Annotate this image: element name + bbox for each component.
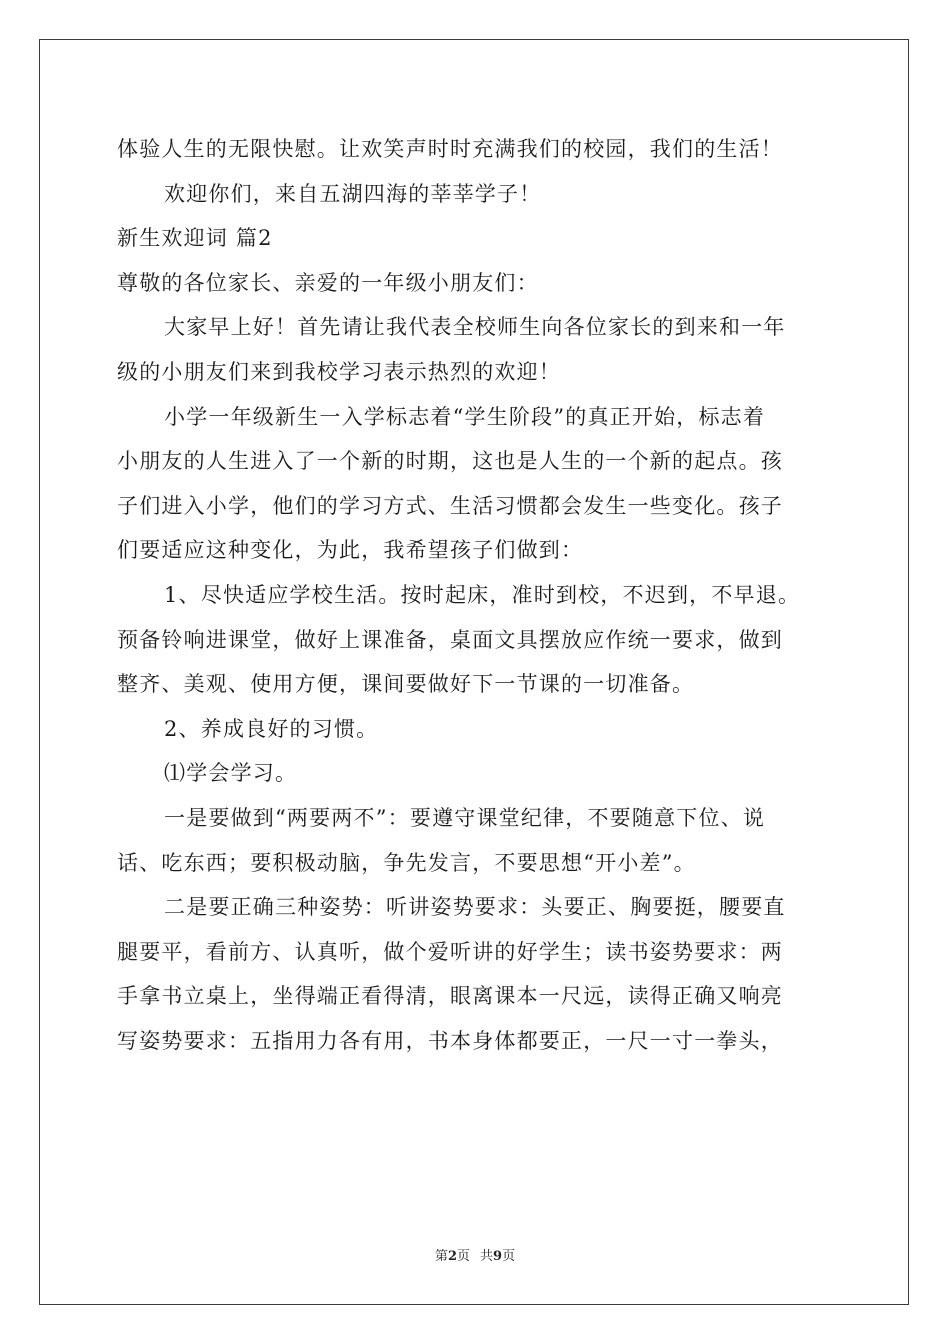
text-line: 新生欢迎词 篇2	[117, 226, 273, 251]
text-line: 二是要正确三种姿势：听讲姿势要求：头要正、胸要挺，腰要直	[164, 895, 786, 920]
page-suffix: 页	[456, 1249, 470, 1264]
text-line: 子们进入小学，他们的学习方式、生活习惯都会发生一些变化。孩子	[117, 493, 783, 518]
text-line: 一是要做到“两要两不”：要遵守课堂纪律，不要随意下位、说	[164, 805, 766, 830]
text-line: 欢迎你们，来自五湖四海的莘莘学子！	[164, 181, 542, 206]
text-line: 预备铃响进课堂，做好上课准备，桌面文具摆放应作统一要求，做到	[117, 627, 783, 652]
text-line: 写姿势要求：五指用力各有用，书本身体都要正，一尺一寸一拳头，	[117, 1028, 783, 1053]
text-line: 大家早上好！首先请让我代表全校师生向各位家长的到来和一年	[164, 315, 786, 340]
total-suffix: 页	[502, 1249, 516, 1264]
text-line: 腿要平，看前方、认真听，做个爱听讲的好学生；读书姿势要求：两	[117, 939, 783, 964]
text-line: 整齐、美观、使用方便，课间要做好下一节课的一切准备。	[117, 672, 695, 697]
document-body	[117, 127, 837, 1063]
total-prefix: 共	[480, 1249, 494, 1264]
total-page-number: 9	[493, 1249, 503, 1264]
text-line: 手拿书立桌上，坐得端正看得清，眼离课本一尺远，读得正确又响亮	[117, 984, 783, 1009]
page-prefix: 第	[434, 1249, 448, 1264]
text-line: 尊敬的各位家长、亲爱的一年级小朋友们：	[117, 270, 539, 295]
text-line: 1、尽快适应学校生活。按时起床，准时到校，不迟到，不早退。	[164, 582, 801, 607]
text-line: 们要适应这种变化，为此，我希望孩子们做到：	[117, 538, 584, 563]
current-page-number: 2	[447, 1249, 457, 1264]
page-footer	[0, 1245, 950, 1264]
text-line: 话、吃东西；要积极动脑，争先发言，不要思想“开小差”。	[117, 850, 696, 875]
text-line: 小学一年级新生一入学标志着“学生阶段”的真正开始，标志着	[164, 404, 766, 429]
text-line: 小朋友的人生进入了一个新的时期，这也是人生的一个新的起点。孩	[117, 449, 783, 474]
text-line: 体验人生的无限快慰。让欢笑声时时充满我们的校园，我们的生活！	[117, 137, 783, 161]
text-line: ⑴学会学习。	[164, 761, 298, 786]
text-line: 2、养成良好的习惯。	[164, 716, 379, 741]
text-line: 级的小朋友们来到我校学习表示热烈的欢迎！	[117, 359, 561, 384]
